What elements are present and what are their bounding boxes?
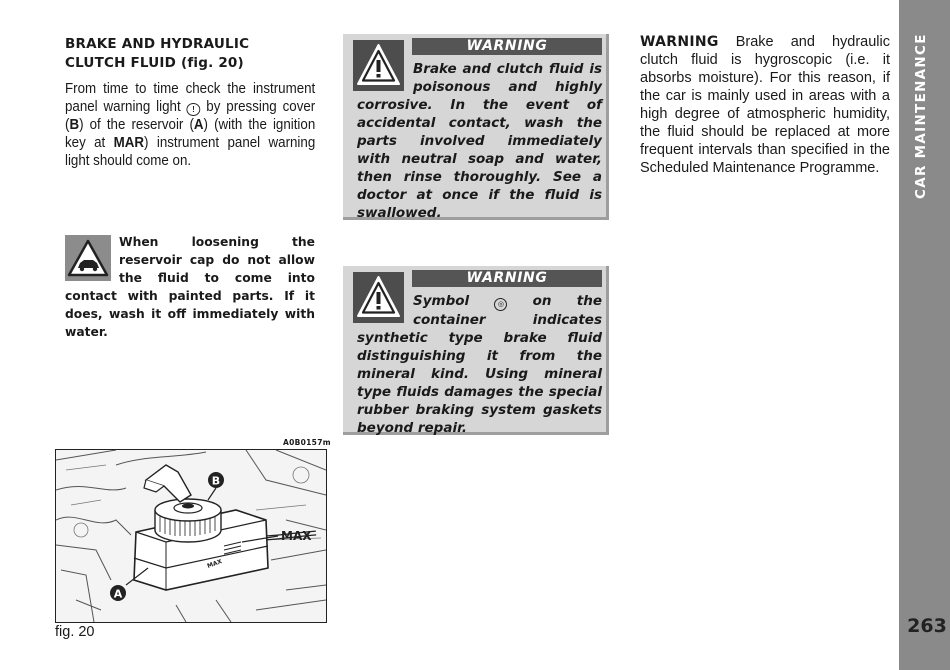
warning-box-poisonous [343,34,609,220]
warning-box-synthetic-fluid [343,266,609,435]
paint-note-text: When loosening the reservoir cap do not allow the fluid to come into contact with painted parts. If it does, wash it off immediately with water. [65,235,315,339]
warning-header: WARNING [412,38,602,55]
synthetic-fluid-symbol-icon: ◎ [494,298,507,311]
figure-label-b: B [211,474,221,488]
warning-text: Symbol ◎ on the container indicates synthetic type brake fluid distinguishing it from the mineral kind. Using mineral type fluids damages the special rubber braking system gaskets beyond repair. [357,293,602,436]
brake-warning-light-icon: ! [187,103,201,116]
heading-line2: CLUTCH FLUID [65,55,177,71]
chapter-label: CAR MAINTENANCE [913,33,929,199]
figure-caption: fig. 20 [55,624,95,640]
car-paint-caution-icon [65,235,111,281]
section-heading [65,35,295,73]
warning-text: Brake and clutch fluid is poisonous and highly corrosive. In the event of accidental contact, wash the parts involved immediately with neutral soap and water, then rinse thoroughly. See a doctor at once if the fluid is swallowed. [357,61,602,221]
hygroscopic-lead: WARNING [640,34,719,50]
figure-label-a: A [113,587,123,601]
heading-figure-ref[interactable]: (fig. 20) [180,55,244,71]
reservoir-figure [55,449,327,623]
warning-header: WARNING [412,270,602,287]
figure-label-max: MAX [281,529,312,543]
hygroscopic-warning-paragraph [640,33,890,177]
paint-caution-note [65,233,315,341]
chapter-side-tab[interactable] [899,0,950,670]
tank-max-mark: MAX [206,558,224,570]
heading-line1: BRAKE AND HYDRAULIC [65,36,250,52]
page-number: 263 [907,615,947,637]
figure-code: A0B0157m [283,438,331,447]
intro-paragraph: From time to time check the instrument panel warning light ! by pressing cover (B) of the reservoir (A) (with the ignition key at MAR) instrument panel warning light should come on. [65,81,316,169]
hygroscopic-text: Brake and hydraulic clutch fluid is hygroscopic (i.e. it absorbs moisture). For this reason, if the car is mainly used in areas with a high degree of atmospheric humidity, the fluid should be replaced at more frequent intervals than specified in the Scheduled Maintenance Programme. [640,34,890,176]
